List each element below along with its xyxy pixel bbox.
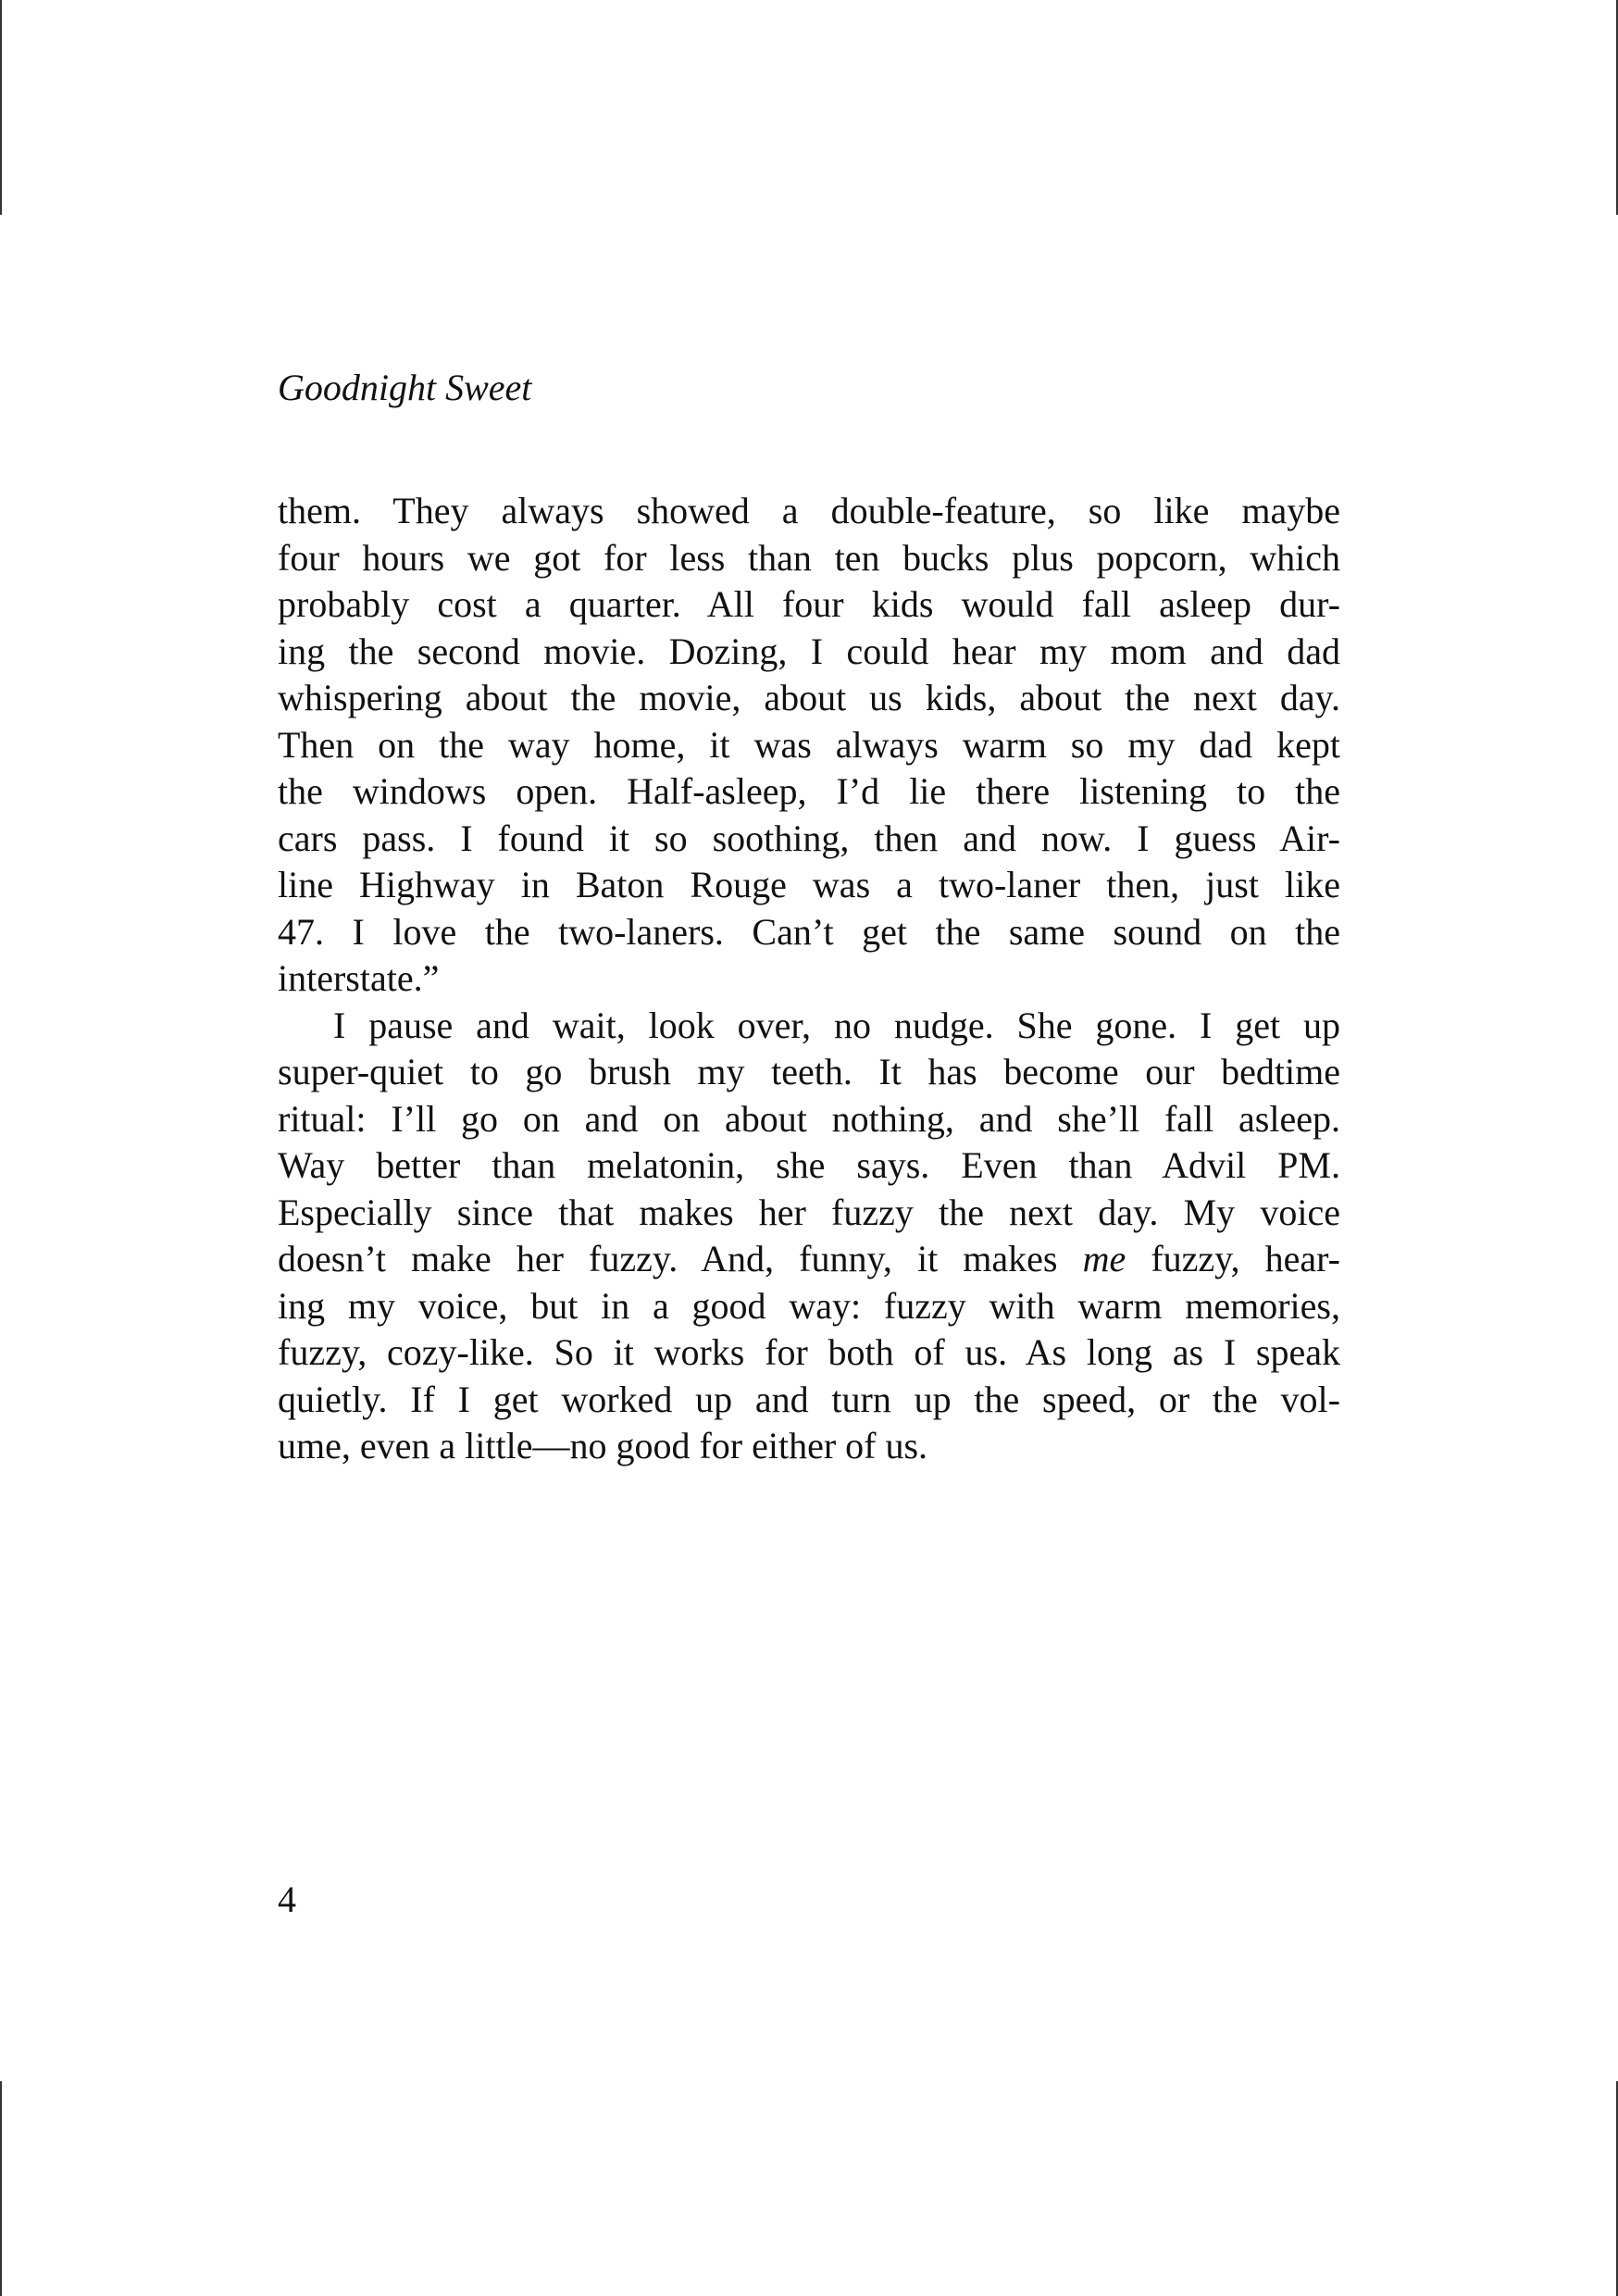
text-line: ing my voice, but in a good way: fuzzy with warm memories, <box>278 1284 1340 1327</box>
crop-mark-top-left <box>0 0 2 215</box>
text-line: cars pass. I found it so soothing, then and now. I guess Air- <box>278 817 1340 859</box>
text-line: ume, even a little—no good for either of us. <box>278 1425 928 1466</box>
text-line: Then on the way home, it was always warm so my dad kept <box>278 723 1340 766</box>
text-line: interstate.” <box>278 957 440 999</box>
text-fragment: doesn’t make her fuzzy. And, funny, it makes <box>278 1238 1083 1279</box>
paragraph-2 <box>278 1003 1340 1470</box>
text-line: ing the second movie. Dozing, I could hear my mom and dad <box>278 630 1340 672</box>
emphasis: me <box>1082 1238 1126 1279</box>
text-line: 47. I love the two-laners. Can’t get the same sound on the <box>278 910 1340 953</box>
text-line: them. They always showed a double-feature, so like maybe <box>278 490 1340 531</box>
text-line: Especially since that makes her fuzzy the next day. My voice <box>278 1191 1340 1233</box>
text-line: I pause and wait, look over, no nudge. She gone. I get up <box>333 1004 1340 1046</box>
text-line: fuzzy, cozy-like. So it works for both of us. As long as I speak <box>278 1331 1340 1373</box>
running-head: Goodnight Sweet <box>278 367 532 408</box>
text-line: super-quiet to go brush my teeth. It has become our bedtime <box>278 1051 1340 1092</box>
crop-mark-bottom-left <box>0 2081 2 2296</box>
text-line: whispering about the movie, about us kids, about the next day. <box>278 677 1340 718</box>
text-line: ritual: I’ll go on and on about nothing, and she’ll fall asleep. <box>278 1097 1340 1140</box>
text-line: probably cost a quarter. All four kids would fall asleep dur- <box>278 583 1340 625</box>
text-line-with-emphasis <box>278 1236 1340 1283</box>
text-line: line Highway in Baton Rouge was a two-laner then, just like <box>278 864 1340 905</box>
text-line: the windows open. Half-asleep, I’d lie there listening to the <box>278 770 1340 812</box>
body-text <box>278 488 1340 1470</box>
page-number: 4 <box>278 1878 296 1920</box>
text-line: quietly. If I get worked up and turn up the speed, or the vol- <box>278 1378 1340 1420</box>
text-line: Way better than melatonin, she says. Even than Advil PM. <box>278 1144 1340 1186</box>
text-line: four hours we got for less than ten bucks plus popcorn, which <box>278 536 1340 579</box>
text-fragment: fuzzy, hear- <box>1126 1238 1340 1279</box>
paragraph-1 <box>278 488 1340 1003</box>
